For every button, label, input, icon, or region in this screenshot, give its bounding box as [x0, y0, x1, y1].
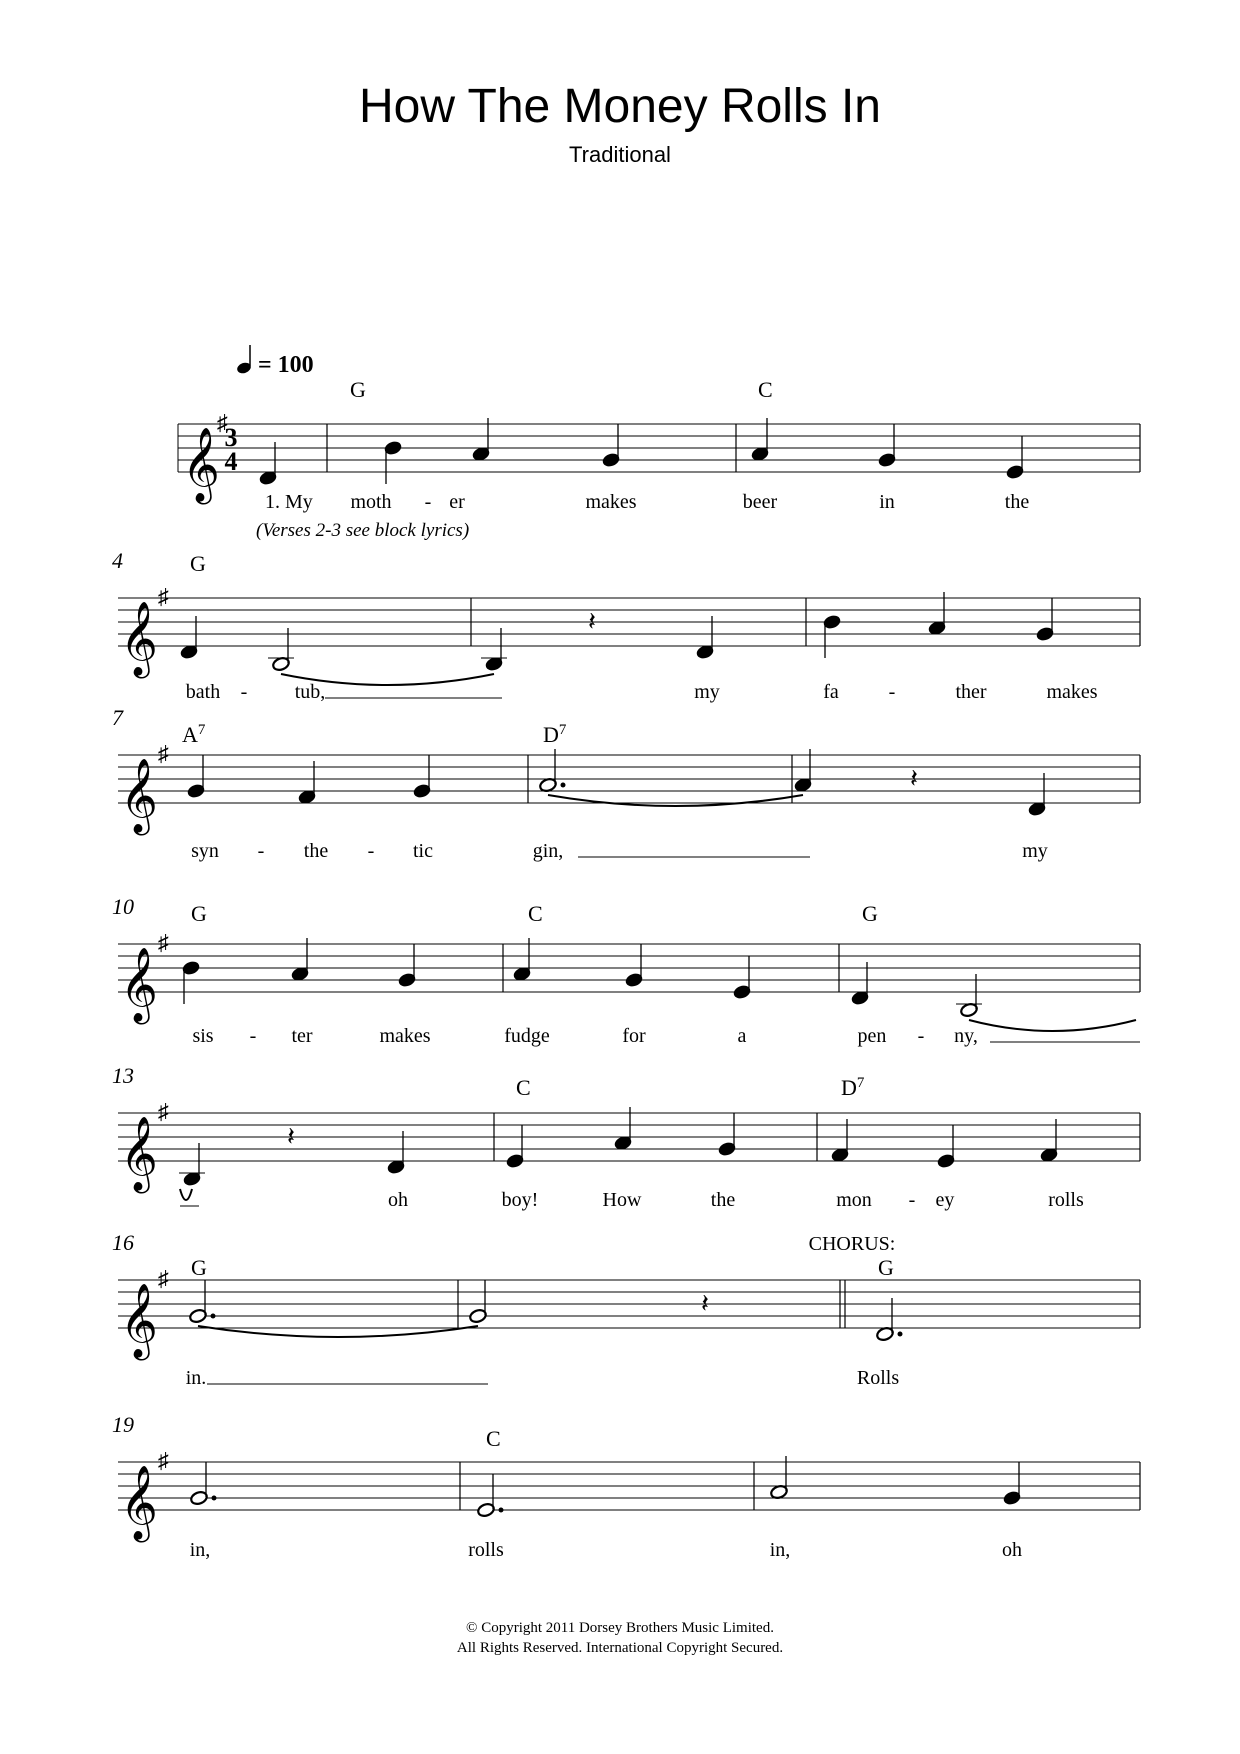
- lyric-syllable: -: [240, 681, 248, 703]
- lyric-syllable: -: [257, 840, 265, 862]
- lyric-syllable: How: [602, 1189, 642, 1211]
- time-signature-bottom: 4: [224, 447, 238, 476]
- lyric-syllable: moth: [350, 491, 392, 513]
- treble-clef-icon: 𝄞: [120, 1467, 158, 1538]
- lyric-syllable: rolls: [468, 1539, 504, 1561]
- lyric-syllable: in,: [189, 1539, 211, 1561]
- staff-system-6: [112, 1230, 1140, 1389]
- staff-system-7: [112, 1412, 1140, 1561]
- lyric-syllable: -: [888, 681, 896, 703]
- lyric-syllable: in.: [185, 1367, 207, 1389]
- lyric-syllable: ter: [291, 1025, 313, 1047]
- lyric-syllable: tub,: [294, 681, 326, 703]
- treble-clef-icon: 𝄞: [120, 760, 158, 831]
- composer: Traditional: [569, 142, 671, 167]
- lyric-syllable: makes: [1046, 681, 1098, 703]
- staff-system-2: [112, 548, 1140, 703]
- lyric-syllable: oh: [388, 1189, 408, 1211]
- sharp-key-signature-icon: ♯: [158, 1266, 169, 1291]
- measure-number: 16: [112, 1230, 134, 1255]
- section-label: CHORUS:: [808, 1233, 896, 1255]
- copyright-line: © Copyright 2011 Dorsey Brothers Music Limited.: [466, 1620, 774, 1636]
- lyric-syllable: ny,: [954, 1025, 978, 1047]
- lyric-syllable: my: [694, 681, 720, 703]
- lyric-syllable: my: [1022, 840, 1048, 862]
- tie: [548, 795, 803, 806]
- measure-number: 4: [112, 548, 123, 573]
- time-signature-top: 3: [224, 423, 238, 452]
- lyric-syllable: -: [249, 1025, 257, 1047]
- sharp-key-signature-icon: ♯: [158, 584, 169, 609]
- lyric-syllable: for: [622, 1025, 646, 1047]
- lyric-syllable: ey: [935, 1189, 955, 1211]
- chord-symbol: G: [190, 551, 206, 576]
- chord-symbol: $A^7$: [182, 722, 206, 747]
- lyric-syllable: sis: [192, 1025, 214, 1047]
- dot: [212, 1496, 217, 1501]
- lyric-syllable: Rolls: [856, 1367, 900, 1389]
- lyric-syllable: syn: [191, 840, 219, 862]
- lyric-syllable: oh: [1002, 1539, 1022, 1561]
- dot: [211, 1314, 216, 1319]
- lyric-syllable: -: [367, 840, 375, 862]
- quarter-rest-icon: 𝄽: [287, 1122, 295, 1151]
- lyric-syllable: the: [303, 840, 329, 862]
- staff-system-3: [112, 705, 1140, 862]
- lyric-syllable: fa: [823, 681, 839, 703]
- lyric-syllable: bath: [185, 681, 221, 703]
- lyric-syllable: 1. My: [265, 491, 313, 513]
- lyric-syllable: -: [424, 491, 432, 513]
- chord-symbol: $D^7$: [841, 1075, 865, 1100]
- measure-number: 7: [112, 705, 123, 730]
- staff-system-4: [112, 894, 1140, 1047]
- quarter-rest-icon: 𝄽: [701, 1289, 709, 1318]
- sharp-key-signature-icon: ♯: [158, 930, 169, 955]
- measure-number: 10: [112, 894, 134, 919]
- quarter-rest-icon: 𝄽: [910, 764, 918, 793]
- lyric-syllable: tic: [413, 840, 433, 862]
- treble-clef-icon: 𝄞: [182, 429, 220, 500]
- lyric-syllable: boy!: [501, 1189, 539, 1211]
- chord-symbol: C: [516, 1075, 531, 1100]
- lyric-syllable: in,: [769, 1539, 791, 1561]
- lyric-syllable: ther: [955, 681, 987, 703]
- tempo-marking: [236, 345, 314, 378]
- song-title: How The Money Rolls In: [359, 80, 881, 133]
- chord-symbol: G: [350, 377, 366, 402]
- copyright-line: All Rights Reserved. International Copyright Secured.: [456, 1640, 784, 1656]
- sharp-key-signature-icon: ♯: [158, 1448, 169, 1473]
- measure-number: 13: [112, 1063, 134, 1088]
- chord-symbol: G: [862, 901, 878, 926]
- lyric-syllable: beer: [742, 491, 778, 513]
- lyric-syllable: -: [917, 1025, 925, 1047]
- chord-symbol: C: [758, 377, 773, 402]
- lyric-syllable: makes: [379, 1025, 431, 1047]
- chord-symbol: C: [528, 901, 543, 926]
- tie: [969, 1020, 1136, 1031]
- verses-note: (Verses 2-3 see block lyrics): [256, 520, 470, 541]
- dot: [499, 1508, 504, 1513]
- lyric-syllable: gin,: [532, 840, 564, 862]
- lyric-syllable: the: [710, 1189, 736, 1211]
- lyric-syllable: fudge: [504, 1025, 550, 1047]
- lyric-syllable: makes: [585, 491, 637, 513]
- lyric-syllable: pen: [857, 1025, 887, 1047]
- chord-symbol: G: [191, 1255, 207, 1280]
- tie: [180, 1189, 192, 1200]
- dot: [561, 783, 566, 788]
- lyric-syllable: in: [879, 491, 895, 513]
- chord-symbol: G: [191, 901, 207, 926]
- staff-system-1: [178, 377, 1140, 541]
- tempo-label: = 100: [258, 352, 314, 378]
- lyric-syllable: rolls: [1048, 1189, 1084, 1211]
- lyric-syllable: -: [908, 1189, 916, 1211]
- treble-clef-icon: 𝄞: [120, 1118, 158, 1189]
- lyric-syllable: a: [737, 1025, 747, 1047]
- chord-symbol: $D^7$: [543, 722, 567, 747]
- treble-clef-icon: 𝄞: [120, 603, 158, 674]
- dot: [898, 1332, 903, 1337]
- measure-number: 19: [112, 1412, 134, 1437]
- chord-symbol: G: [878, 1255, 894, 1280]
- staff-system-5: [112, 1063, 1140, 1211]
- quarter-rest-icon: 𝄽: [588, 607, 596, 636]
- treble-clef-icon: 𝄞: [120, 949, 158, 1020]
- sharp-key-signature-icon: ♯: [217, 410, 228, 435]
- lyric-syllable: the: [1004, 491, 1030, 513]
- lyric-syllable: er: [449, 491, 465, 513]
- sharp-key-signature-icon: ♯: [158, 741, 169, 766]
- sharp-key-signature-icon: ♯: [158, 1099, 169, 1124]
- lyric-syllable: mon: [836, 1189, 872, 1211]
- treble-clef-icon: 𝄞: [120, 1285, 158, 1356]
- chord-symbol: C: [486, 1426, 501, 1451]
